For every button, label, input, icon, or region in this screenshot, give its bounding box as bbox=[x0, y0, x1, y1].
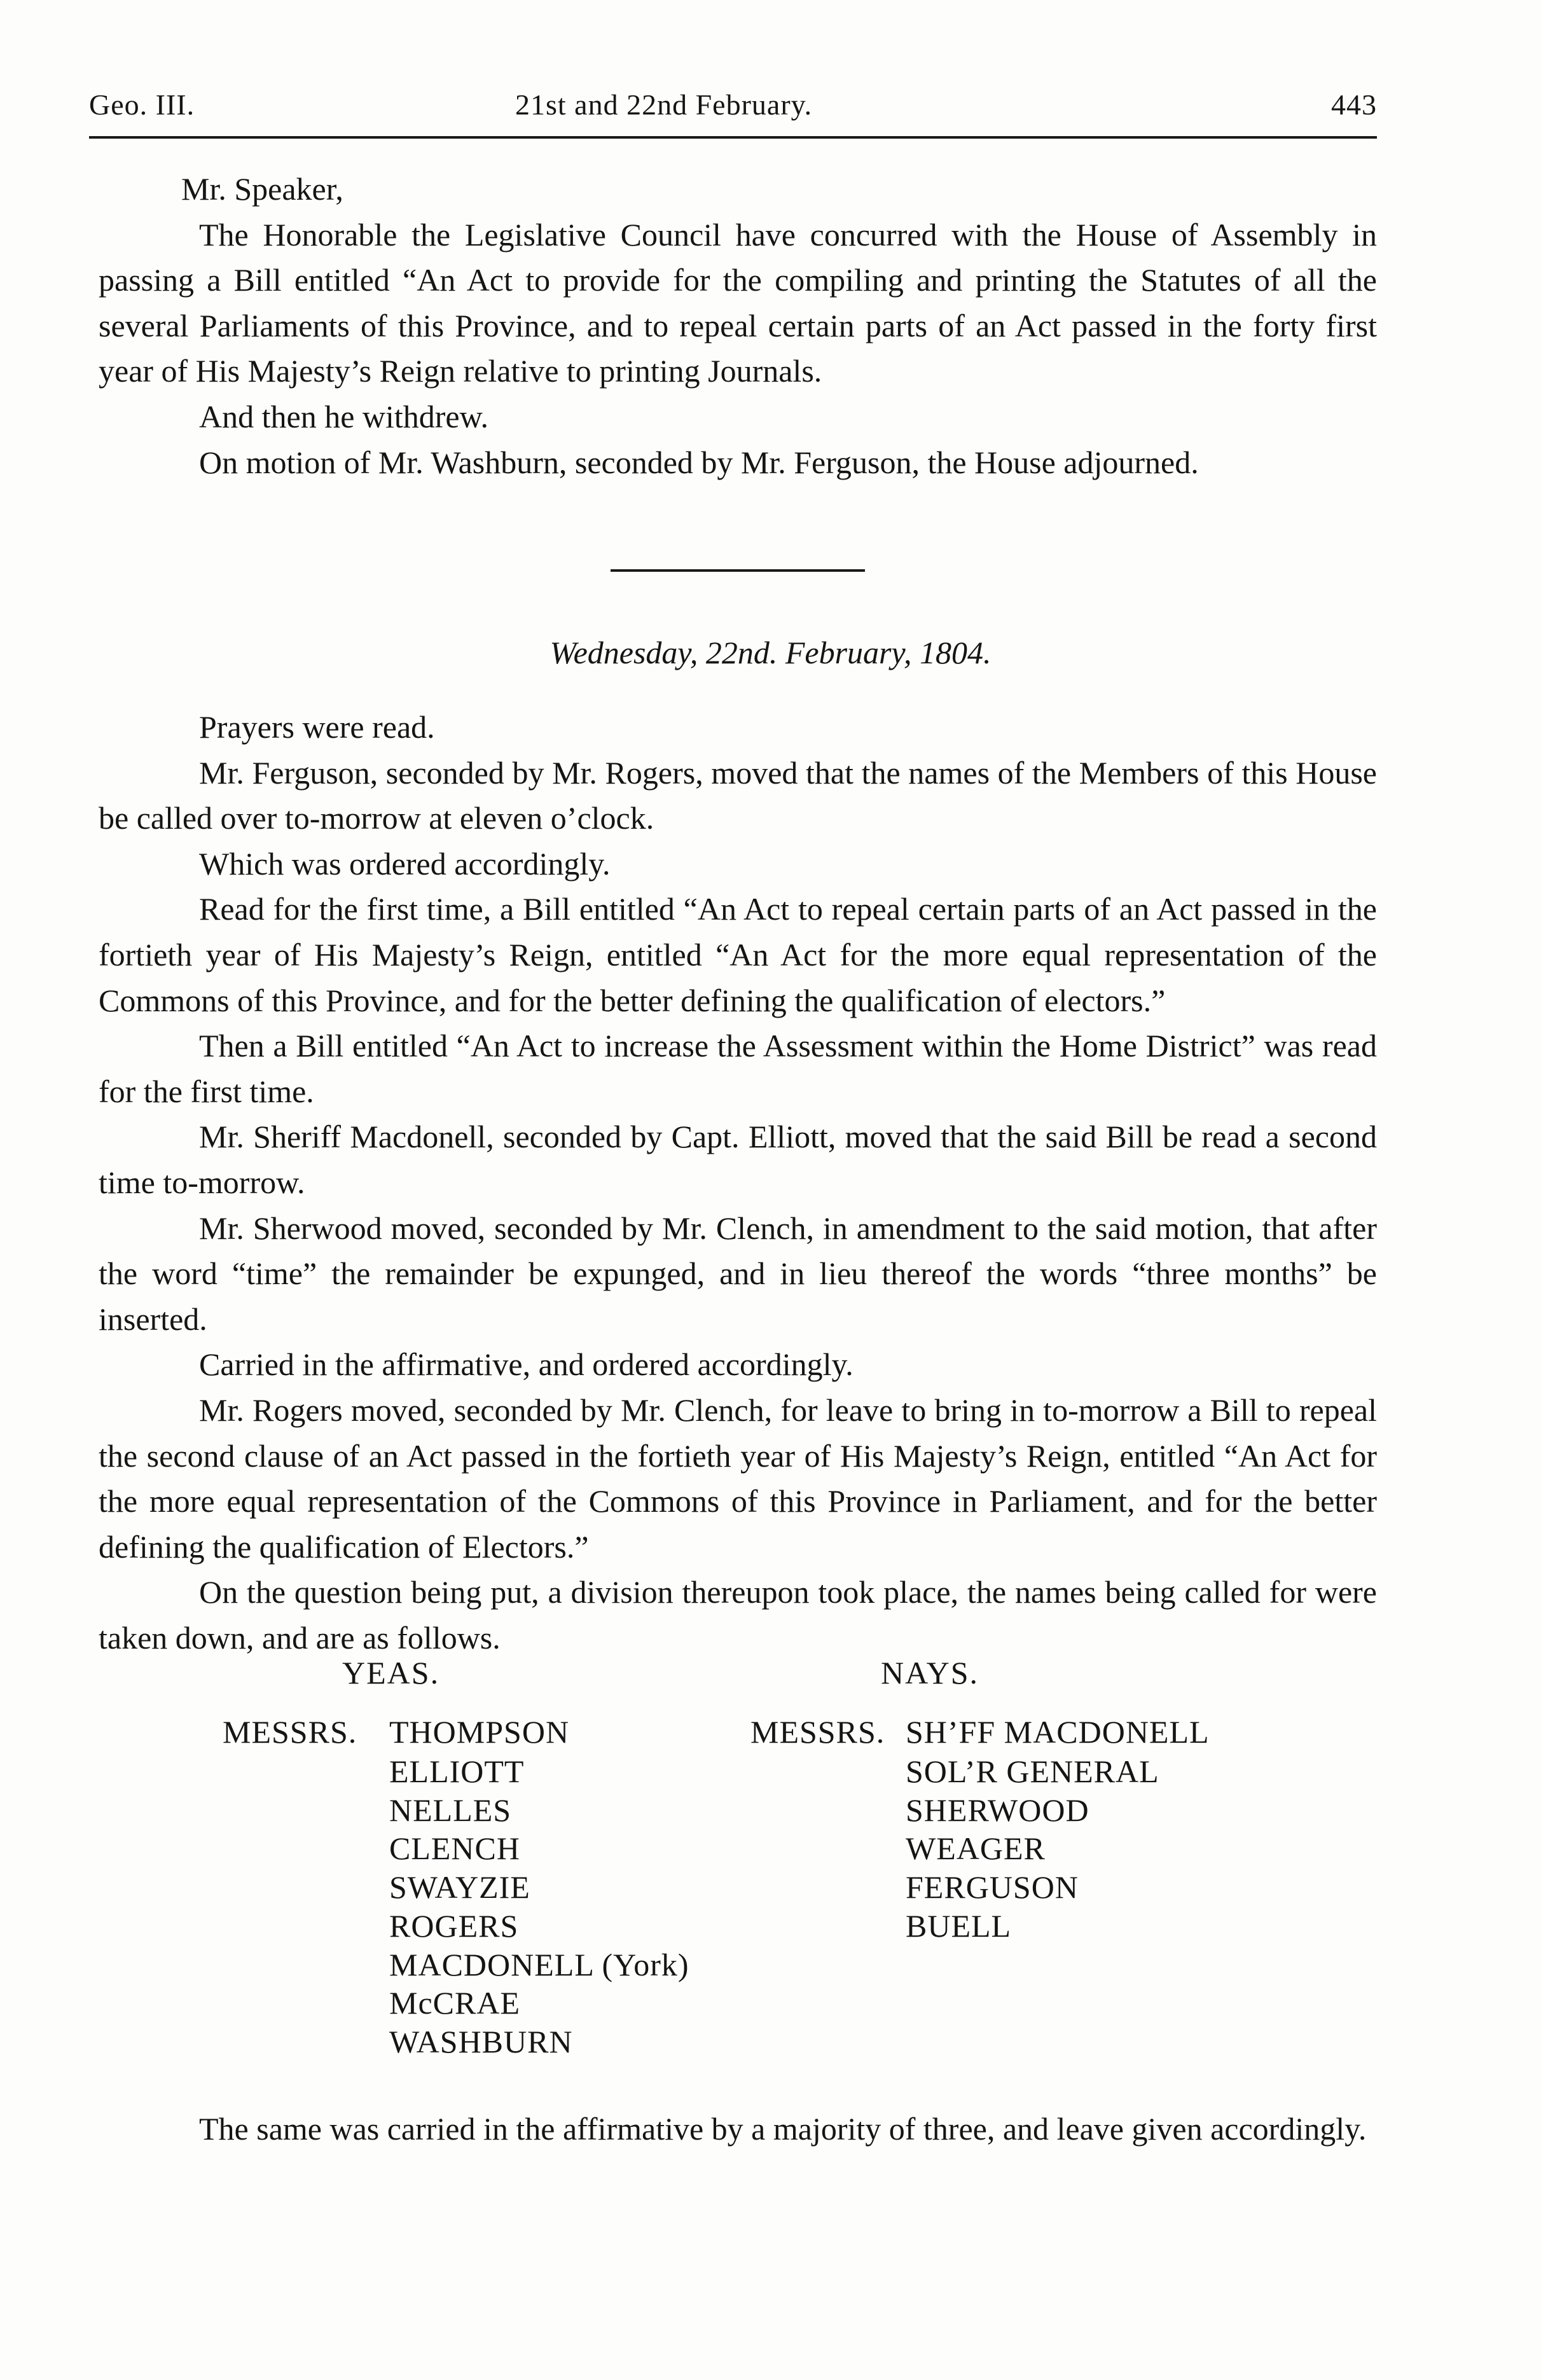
nay-name: WEAGER bbox=[906, 1830, 1046, 1867]
page-number: 443 bbox=[1331, 88, 1377, 121]
yea-name: SWAYZIE bbox=[389, 1869, 530, 1906]
adjourned-line: On motion of Mr. Washburn, seconded by Mr. Ferguson, the House adjourned. bbox=[199, 444, 1199, 480]
running-header bbox=[89, 88, 1377, 127]
nay-name: BUELL bbox=[906, 1907, 1012, 1944]
yea-name: ROGERS bbox=[389, 1907, 519, 1944]
paragraph: Mr. Sherwood moved, seconded by Mr. Clench, in amendment to the said motion, that after the word “time” the remainder be expunged, and in lieu thereof the words “three months” be inserted. bbox=[99, 1210, 1377, 1337]
first-section bbox=[99, 167, 1377, 485]
nay-name: SHERWOOD bbox=[906, 1792, 1089, 1828]
council-message: The Honorable the Legislative Council have concurred with the House of Assembly in passing a Bill entitled “An Act to provide for the compiling and printing the Statutes of all the several Parliaments of this Province, and to repeal certain parts of an Act passed in the forty first year of His Majesty’s Reign relative to printing Journals. bbox=[99, 216, 1377, 389]
closing-paragraph: The same was carried in the affirmative by a majority of three, and leave given accordingly. bbox=[199, 2111, 1367, 2147]
paragraph: Prayers were read. bbox=[199, 709, 435, 745]
yeas-messrs: MESSRS. bbox=[223, 1714, 357, 1750]
paragraph: Carried in the affirmative, and ordered accordingly. bbox=[199, 1346, 853, 1383]
header-reign: Geo. III. bbox=[89, 88, 195, 121]
nay-name: FERGUSON bbox=[906, 1869, 1079, 1906]
nay-name: SOL’R GENERAL bbox=[906, 1754, 1159, 1789]
nay-name: SH’FF MACDONELL bbox=[906, 1714, 1210, 1750]
paragraph: Which was ordered accordingly. bbox=[199, 845, 611, 882]
paragraph: Mr. Ferguson, seconded by Mr. Rogers, moved that the names of the Members of this House be called over to-morrow at eleven o’clock. bbox=[99, 754, 1377, 836]
yeas-heading: YEAS. bbox=[342, 1655, 440, 1691]
nays-messrs: MESSRS. bbox=[750, 1714, 885, 1750]
yea-name: ELLIOTT bbox=[389, 1754, 525, 1789]
yea-name: MACDONELL (York) bbox=[389, 1946, 689, 1982]
yea-name: CLENCH bbox=[389, 1830, 520, 1867]
header-dates: 21st and 22nd February. bbox=[515, 88, 813, 121]
paragraph: Then a Bill entitled “An Act to increase the Assessment within the Home District” was read for the first time. bbox=[99, 1028, 1377, 1109]
section-divider bbox=[611, 569, 865, 572]
yea-name: THOMPSON bbox=[389, 1714, 570, 1750]
salutation: Mr. Speaker, bbox=[181, 171, 343, 207]
paragraph: Mr. Sheriff Macdonell, seconded by Capt. Elliott, moved that the said Bill be read a second time to-morrow. bbox=[99, 1119, 1377, 1200]
yeas-list bbox=[389, 1752, 689, 2061]
paragraph: Mr. Rogers moved, seconded by Mr. Clench, for leave to bring in to-morrow a Bill to repeal the second clause of an Act passed in the fortieth year of His Majesty’s Reign, entitled “An Act for the more equal representation of the Commons of this Province in Parliament, and for the better defining the qualification of Electors.” bbox=[99, 1392, 1377, 1565]
closing-section bbox=[99, 2107, 1377, 2152]
second-section bbox=[99, 705, 1377, 1661]
paragraph: Read for the first time, a Bill entitled “An Act to repeal certain parts of an Act passed in the fortieth year of His Majesty’s Reign, entitled “An Act for the more equal representation of the Commons of this Province, and for the better defining the qualification of electors.” bbox=[99, 891, 1377, 1018]
date-heading: Wednesday, 22nd. February, 1804. bbox=[549, 635, 992, 670]
withdrew-line: And then he withdrew. bbox=[199, 398, 488, 434]
nays-list bbox=[906, 1752, 1159, 1946]
nays-heading: NAYS. bbox=[881, 1655, 979, 1691]
paragraph: On the question being put, a division thereupon took place, the names being called for were taken down, and are as follows. bbox=[99, 1574, 1377, 1656]
yea-name: WASHBURN bbox=[389, 2023, 573, 2059]
header-rule bbox=[89, 136, 1377, 139]
yea-name: NELLES bbox=[389, 1792, 512, 1828]
yea-name: McCRAE bbox=[389, 1985, 520, 2021]
